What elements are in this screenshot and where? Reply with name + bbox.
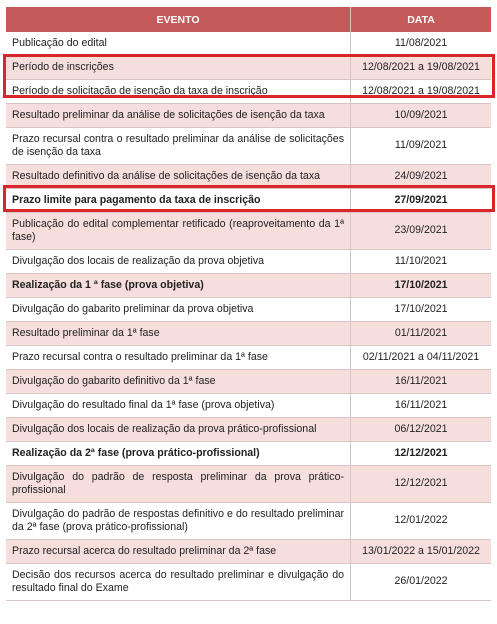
date-cell: 11/09/2021 [394, 139, 448, 152]
table-row [6, 80, 491, 104]
event-cell: Prazo recursal acerca do resultado preliminar da 2ª fase [6, 540, 351, 563]
event-cell: Período de solicitação de isenção da taxa de inscrição [6, 80, 351, 103]
table-row [6, 298, 491, 322]
date-cell: 24/09/2021 [394, 169, 448, 182]
event-cell: Período de inscrições [6, 56, 351, 79]
table-row [6, 128, 491, 165]
schedule-table [6, 7, 491, 601]
table-row [6, 503, 491, 540]
date-cell: 17/10/2021 [394, 302, 448, 315]
date-cell: 01/11/2021 [394, 326, 448, 339]
event-cell: Divulgação do gabarito preliminar da prova objetiva [6, 298, 351, 321]
date-cell: 16/11/2021 [394, 398, 448, 411]
table-row [6, 322, 491, 346]
event-cell: Divulgação do gabarito definitivo da 1ª fase [6, 370, 351, 393]
table-row [6, 370, 491, 394]
date-cell: 02/11/2021 a 04/11/2021 [362, 350, 480, 363]
event-cell: Divulgação dos locais de realização da prova prático-profissional [6, 418, 351, 441]
event-cell: Divulgação dos locais de realização da prova objetiva [6, 250, 351, 273]
table-row [6, 442, 491, 466]
table-row [6, 466, 491, 503]
date-cell: 27/09/2021 [394, 193, 448, 206]
table-row [6, 564, 491, 601]
event-cell: Resultado preliminar da análise de solicitações de isenção da taxa [6, 104, 351, 127]
event-cell: Prazo limite para pagamento da taxa de inscrição [6, 189, 351, 212]
event-cell: Divulgação do padrão de resposta preliminar da prova prático-profissional [6, 466, 351, 502]
date-cell: 23/09/2021 [394, 224, 448, 237]
table-header [6, 7, 491, 32]
date-cell: 16/11/2021 [394, 374, 448, 387]
event-cell: Resultado definitivo da análise de solicitações de isenção da taxa [6, 165, 351, 188]
date-cell: 12/12/2021 [394, 446, 448, 459]
event-cell: Decisão dos recursos acerca do resultado preliminar e divulgação do resultado final do Exame [6, 564, 351, 600]
table-row [6, 540, 491, 564]
event-cell: Publicação do edital [6, 32, 351, 55]
header-event: EVENTO [6, 7, 351, 32]
event-cell: Realização da 2ª fase (prova prático-profissional) [6, 442, 351, 465]
table-row [6, 213, 491, 250]
table-row [6, 394, 491, 418]
date-cell: 26/01/2022 [394, 575, 448, 588]
date-cell: 12/08/2021 a 19/08/2021 [362, 84, 480, 97]
event-cell: Prazo recursal contra o resultado preliminar da análise de solicitações de isenção da taxa [6, 128, 351, 164]
date-cell: 10/09/2021 [394, 108, 448, 121]
date-cell: 17/10/2021 [394, 278, 448, 291]
date-cell: 06/12/2021 [394, 422, 448, 435]
date-cell: 11/08/2021 [394, 36, 448, 49]
event-cell: Divulgação do resultado final da 1ª fase (prova objetiva) [6, 394, 351, 417]
date-cell: 11/10/2021 [394, 254, 448, 267]
table-row [6, 274, 491, 298]
event-cell: Realização da 1 ª fase (prova objetiva) [6, 274, 351, 297]
event-cell: Prazo recursal contra o resultado preliminar da 1ª fase [6, 346, 351, 369]
table-row [6, 346, 491, 370]
table-body [6, 32, 491, 601]
event-cell: Publicação do edital complementar retificado (reaproveitamento da 1ª fase) [6, 213, 351, 249]
date-cell: 12/01/2022 [394, 514, 448, 527]
table-row [6, 165, 491, 189]
table-row [6, 56, 491, 80]
date-cell: 12/12/2021 [394, 477, 448, 490]
date-cell: 13/01/2022 a 15/01/2022 [362, 544, 480, 557]
date-cell: 12/08/2021 a 19/08/2021 [362, 60, 480, 73]
header-date: DATA [407, 13, 435, 26]
table-row [6, 32, 491, 56]
table-row [6, 104, 491, 128]
table-row [6, 189, 491, 213]
event-cell: Divulgação do padrão de respostas definitivo e do resultado preliminar da 2ª fase (prova prático-profissional) [6, 503, 351, 539]
table-row [6, 250, 491, 274]
event-cell: Resultado preliminar da 1ª fase [6, 322, 351, 345]
table-row [6, 418, 491, 442]
